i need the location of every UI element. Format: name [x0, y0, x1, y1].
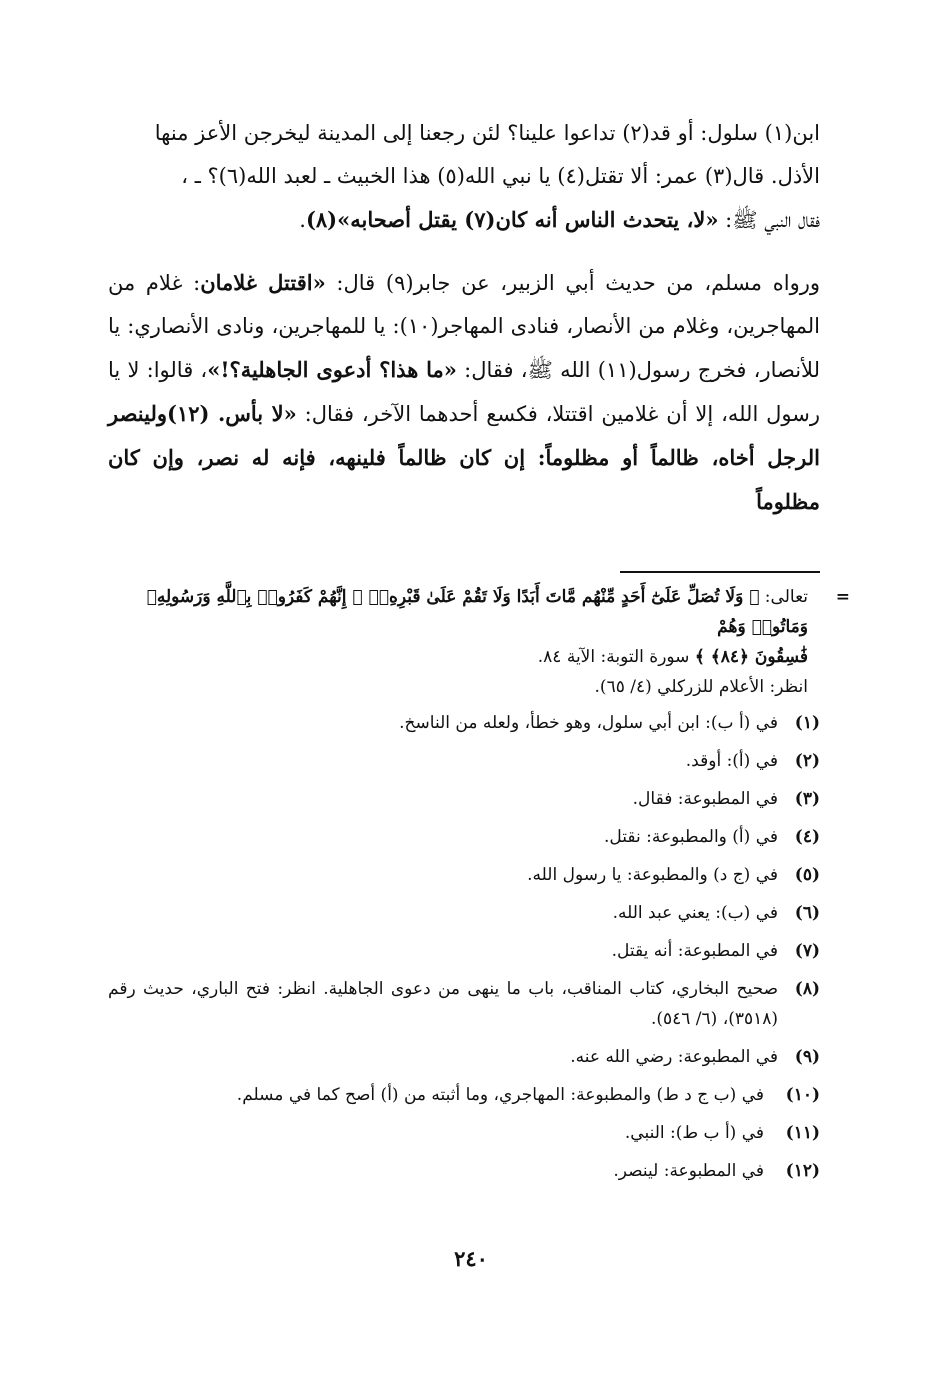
paragraph-2-seg-1: ورواه مسلم، من حديث أبي الزبير، عن جابر(٩) قال: [325, 271, 821, 295]
hadith-quote-1: «لا، يتحدث الناس أنه كان(٧) يقتل أصحابه»(٨) [305, 207, 719, 232]
footnote-8 [108, 974, 820, 1034]
footnote-divider [620, 571, 820, 573]
footnote-number: (٩) [794, 1047, 820, 1067]
paragraph-1-line-1: ابن(١) سلول: أو قد(٢) تداعوا علينا؟ لئن رجعنا إلى المدينة ليخرجن الأعز منها [154, 121, 820, 145]
footnote-number: (١) [794, 713, 820, 733]
verse-reference: سورة التوبة: الآية ٨٤. [537, 647, 695, 667]
footnote-text: في المطبوعة: لينصر. [613, 1161, 764, 1181]
footnote-number: (٣) [794, 789, 820, 809]
footnote-5 [108, 860, 820, 890]
footnotes-section [108, 582, 850, 1194]
hadith-quote-2: «اقتتل غلامان [200, 270, 326, 295]
footnote-number: (٦) [794, 903, 820, 923]
paragraph-1-line-3 [108, 198, 820, 242]
footnote-number: (١١) [785, 1123, 820, 1143]
footnote-1 [108, 708, 820, 738]
footnote-text: في (أ): أوقد. [685, 751, 778, 771]
footnote-number: (٥) [794, 865, 820, 885]
footnote-7 [108, 936, 820, 966]
paragraph-1-line-3-text: فقال النبي ﷺ: [718, 208, 820, 232]
page-number: ٢٤٠ [454, 1246, 488, 1271]
footnote-2 [108, 746, 820, 776]
footnote-11 [108, 1118, 820, 1148]
footnote-number: (٧) [794, 941, 820, 961]
paragraph-1 [108, 112, 820, 242]
footnote-text: في (ب ج د ط) والمطبوعة: المهاجري، وما أثبته من (أ) أصح كما في مسلم. [236, 1085, 764, 1105]
hadith-quote-3: «ما هذا؟ أدعوى الجاهلية؟!» [207, 357, 457, 382]
footnote-text: في المطبوعة: أنه يقتل. [611, 941, 778, 961]
hadith-quote-4: «لا بأس. (١٢)ولينصر الرجل أخاه، ظالماً أو مظلوماً: إن كان ظالماً فلينهه، فإنه له نصر، وإن كان مظلوماً [108, 401, 820, 514]
continued-footnote-prefix: تعالى: [759, 587, 808, 607]
footnote-9 [108, 1042, 820, 1072]
footnote-number: (٢) [794, 751, 820, 771]
continued-footnote [108, 582, 850, 702]
footnote-text: في المطبوعة: رضي الله عنه. [570, 1047, 778, 1067]
footnote-10 [108, 1080, 820, 1110]
footnote-4 [108, 822, 820, 852]
continuation-marker: = [835, 587, 850, 607]
footnote-number: (٨) [794, 979, 820, 999]
footnote-3 [108, 784, 820, 814]
paragraph-2-seg-5: ، قالوا: لا يا رسول الله، إلا أن غلامين اقتتلا، فكسع أحدهما الآخر، فقال: [108, 358, 820, 426]
main-text [108, 112, 820, 524]
continued-footnote-line-3: انظر: الأعلام للزركلي (٤/ ٦٥). [594, 677, 808, 697]
continued-footnote-line-1 [108, 582, 808, 642]
footnote-12 [108, 1156, 820, 1186]
footnote-text: في (أ) والمطبوعة: نقتل. [603, 827, 778, 847]
footnote-number: (١٠) [785, 1085, 820, 1105]
footnote-number: (١٢) [785, 1161, 820, 1181]
paragraph-1-line-2: الأذل. قال(٣) عمر: ألا تقتل(٤) يا نبي الله(٥) هذا الخبيث ـ لعبد الله(٦)؟ ـ ، [181, 164, 820, 188]
footnote-text: صحيح البخاري، كتاب المناقب، باب ما ينهى من دعوى الجاهلية. انظر: فتح الباري، حديث رقم (٣٥١٨)، (٦/ ٥٤٦). [108, 979, 778, 1029]
footnote-text: في (أ ب ط): النبي. [624, 1123, 764, 1143]
quran-verse-part-2: فَٰسِقُونَ ﴿٨٤﴾ ﴾ [694, 647, 808, 667]
paragraph-2-seg-3: : غلام من المهاجرين، وغلام من الأنصار، فنادى المهاجر(١٠): يا للمهاجرين، ونادى الأنصاري: يا للأنصار، فخرج رسول(١١) الله ﷺ، فقال: [108, 271, 821, 382]
paragraph-2 [108, 261, 820, 524]
continued-footnote-line-2 [108, 642, 808, 672]
paragraph-1-end: . [299, 208, 306, 232]
quran-verse-part-1: ﴿ وَلَا تُصَلِّ عَلَىٰٓ أَحَدٍ مِّنْهُم مَّاتَ أَبَدًا وَلَا تَقُمْ عَلَىٰ قَبْرِهِۦٓ ۖ إِنَّهُمْ كَفَرُوا۟ بِٱللَّهِ وَرَسُولِهِۦ وَمَاتُوا۟ وَهُمْ [146, 587, 808, 637]
footnote-6 [108, 898, 820, 928]
footnote-text: في (أ ب): ابن أبي سلول، وهو خطأ، ولعله من الناسخ. [399, 713, 778, 733]
footnote-number: (٤) [794, 827, 820, 847]
footnote-text: في (ب): يعني عبد الله. [612, 903, 778, 923]
footnote-text: في (ج د) والمطبوعة: يا رسول الله. [527, 865, 778, 885]
footnote-text: في المطبوعة: فقال. [632, 789, 778, 809]
